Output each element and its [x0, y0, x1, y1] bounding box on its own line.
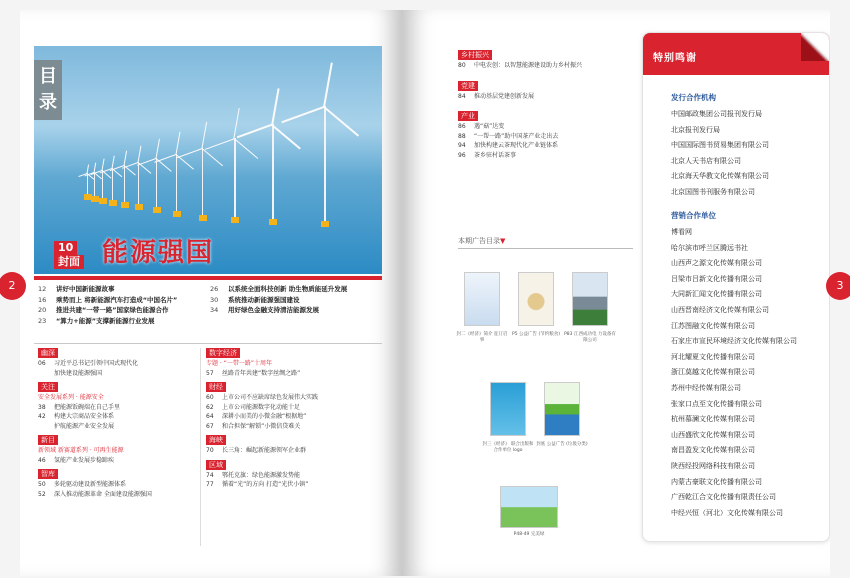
- turbine-blade: [202, 148, 223, 166]
- toc-entry-page: 96: [458, 151, 466, 159]
- turbine-blade: [112, 155, 115, 168]
- toc-entry[interactable]: [458, 132, 638, 142]
- partner-name: 南昌盈发文化传媒有限公司: [671, 446, 755, 455]
- toc-section: [38, 348, 198, 378]
- toc-entry-title: 以系统全面科技创新 助生物质能延升发展: [228, 285, 348, 293]
- toc-section: [458, 50, 638, 71]
- partner-name: 山西盛欣文化传媒有限公司: [671, 430, 755, 439]
- ad-thumb-2[interactable]: [518, 272, 554, 326]
- ad-caption-3: P83 江西成功电 力设备有限公司: [564, 332, 616, 343]
- wind-turbine: [176, 154, 177, 214]
- ad-index-title-text: 本期广告目录: [458, 237, 500, 245]
- toc-section-head: 智库: [38, 469, 58, 479]
- toc-section-head: 乡村振兴: [458, 50, 492, 60]
- toc-entry-title: 护航能源产业安全发展: [54, 422, 115, 430]
- right-page: [402, 10, 830, 576]
- toc-entry[interactable]: [210, 284, 380, 295]
- cover-tag: [54, 236, 84, 269]
- page-number-left: 2: [0, 272, 26, 300]
- toc-section-head: 关注: [38, 382, 58, 392]
- partner-name: 浙江莫越文化传媒有限公司: [671, 368, 755, 377]
- partner-name: 石家庄市宣民环境经济文化传媒有限公司: [671, 337, 797, 346]
- toc-section: [458, 111, 638, 160]
- toc-section-head: 财经: [206, 382, 226, 392]
- page-curl-decoration: [801, 32, 830, 61]
- toc-section: [38, 469, 198, 499]
- partner-name: 苏州中经传媒有限公司: [671, 383, 741, 392]
- toc-entry-title: 上市公司不应缺席绿色发展伟大实践: [222, 394, 319, 401]
- toc-entry-page: 38: [38, 403, 46, 411]
- publishing-partners: [671, 91, 769, 201]
- toc-section: [206, 382, 376, 431]
- toc-entry-title: 用好绿色金融支持清洁能源发展: [228, 306, 319, 314]
- ad-caption-4: 封三《经济》 联合出版和 合作单位 logo: [482, 442, 534, 453]
- toc-entry[interactable]: [206, 393, 376, 403]
- toc-entry-title: 推进共建“一带一路”国家绿色能源合作: [56, 306, 169, 314]
- turbine-blade: [233, 108, 240, 139]
- sections-col2: [206, 348, 376, 494]
- toc-entry-title: 茶乡驻村话茶事: [474, 151, 517, 159]
- partner-name: 中国国际图书贸易集团有限公司: [671, 141, 769, 150]
- toc-entry-page: 77: [206, 481, 214, 488]
- toc-entry[interactable]: [38, 456, 198, 466]
- toc-entry-page: 80: [458, 62, 466, 69]
- partner-name: 北京海天华教文化传媒有限公司: [671, 172, 769, 181]
- ad-thumb-3[interactable]: [572, 272, 608, 326]
- toc-entry-page: 74: [206, 471, 214, 479]
- ad-index-title: [458, 236, 505, 246]
- turbine-blade: [138, 162, 152, 174]
- ad-thumb-6[interactable]: [500, 486, 558, 528]
- toc-entry[interactable]: [206, 369, 376, 379]
- toc-entry[interactable]: [206, 403, 376, 413]
- sections-col1: [38, 348, 198, 503]
- turbine-blade: [282, 106, 325, 123]
- toc-section-subtitle: 专题 · “一带一路”十周年: [206, 360, 272, 367]
- toc-entry-title: 深入推动能源革命 全面建设能源强国: [54, 490, 152, 498]
- toc-entry-page: 12: [38, 285, 47, 293]
- toc-entry-page: 06: [38, 360, 46, 367]
- turbine-blade: [271, 124, 301, 149]
- toc-entry-page: 70: [206, 447, 214, 454]
- wind-turbine: [234, 138, 236, 220]
- toc-entry-title: 多轮驱动建设新型能源体系: [54, 481, 127, 488]
- turbine-blade: [323, 106, 359, 136]
- toc-entry-title: 把能源饭碗端在自己手里: [54, 403, 121, 411]
- wind-turbine: [87, 173, 88, 197]
- partner-name: 博看网: [671, 228, 692, 236]
- toc-entry-page: 86: [458, 123, 466, 130]
- toc-entry-page: 94: [458, 142, 466, 149]
- column-divider: [200, 348, 201, 546]
- toc-entry-title: 丝路青年共建“数字丝绸之路”: [222, 369, 301, 377]
- toc-entry[interactable]: [38, 412, 198, 422]
- toc-entry[interactable]: [458, 122, 638, 132]
- cover-photo-wind-turbines: [34, 46, 382, 274]
- toc-entry-page: 57: [206, 369, 214, 377]
- sections-right: [458, 50, 638, 170]
- cover-red-bar: [34, 276, 382, 280]
- toc-entry-title: 构建大宗商品安全体系: [54, 413, 115, 420]
- toc-entry[interactable]: [210, 305, 380, 316]
- toc-section-head: 党建: [458, 81, 478, 91]
- toc-entry[interactable]: [206, 471, 376, 481]
- page-number-right: 3: [826, 272, 850, 300]
- wind-turbine: [124, 165, 125, 205]
- ad-thumb-1[interactable]: [464, 272, 500, 326]
- toc-entry-page: 62: [206, 403, 214, 411]
- toc-entry-title: 长三角：崛起新能源领军企业群: [222, 447, 307, 454]
- toc-entry-title: 和合担保“解锁”小微信贷难关: [222, 422, 301, 430]
- turbine-blade: [124, 165, 136, 176]
- turbine-blade: [234, 138, 259, 159]
- partner-name: 陕西经投网络科技有限公司: [671, 461, 755, 470]
- toc-entry-title: 加快构建云茶现代化产业链体系: [474, 142, 559, 149]
- toc-entry-page: 23: [38, 316, 47, 325]
- toc-section-head: 数字经济: [206, 348, 240, 358]
- ad-caption-6: P48-49 完美绿: [513, 532, 545, 537]
- partner-name: 内蒙古豪联文化传播有限公司: [671, 477, 762, 486]
- toc-entry-title: “算力+能源”支撑新能源行业发展: [56, 316, 155, 325]
- toc-entry-page: 84: [458, 92, 466, 100]
- toc-entry-title: 中电农创：以智慧能源建设助力乡村振兴: [474, 62, 583, 69]
- turbine-blade: [176, 132, 181, 155]
- partner-name: 北京国图书刊服务有限公司: [671, 187, 755, 196]
- thanks-title: 特别鸣谢: [643, 33, 830, 75]
- feature-list-col1: [38, 284, 208, 326]
- toc-entry-page: [38, 422, 54, 432]
- toc-entry[interactable]: [458, 141, 638, 151]
- cover-tag-label: 封面: [54, 255, 84, 269]
- toc-entry-title: 鄂托克旗：绿色能源激发势能: [222, 471, 301, 479]
- toc-entry-page: 60: [206, 394, 214, 401]
- partner-name: 广西乾江合文化传播有限责任公司: [671, 493, 776, 502]
- ad-thumb-4[interactable]: [490, 382, 526, 436]
- partner-name: 北京报刊发行局: [671, 125, 720, 134]
- toc-entry-page: 30: [210, 295, 219, 304]
- toc-entry-title: 乘势而上 将新能源汽车打造成“中国名片”: [56, 295, 178, 304]
- toc-entry-title: 氢能产业发展步稳蹄疾: [54, 456, 115, 464]
- toc-entry-page: 64: [206, 413, 214, 420]
- cover-title: 能源强国: [102, 238, 215, 268]
- wind-turbine: [112, 168, 113, 203]
- toc-entry-page: 34: [210, 306, 219, 314]
- toc-entry-title: 遇“菇”达变: [474, 123, 505, 130]
- toc-section-head: 幽深: [38, 348, 58, 358]
- cover-issue-number: 10: [54, 241, 77, 255]
- turbine-blade: [176, 154, 194, 169]
- toc-section-head: 产业: [458, 111, 478, 121]
- toc-entry-page: [38, 369, 54, 379]
- partner-name: 大同新汇闻文化传播有限公司: [671, 290, 762, 299]
- toc-entry-title: 上市公司能源数字化动能十足: [222, 403, 301, 411]
- toc-entry[interactable]: [206, 480, 376, 490]
- marketing-partners: [671, 209, 797, 521]
- turbine-blade: [102, 170, 112, 178]
- toc-entry-title: 加快建设能源强国: [54, 369, 103, 377]
- toc-entry-page: 67: [206, 422, 214, 430]
- toc-entry[interactable]: [38, 490, 198, 500]
- toc-label: 目录: [34, 60, 62, 120]
- toc-entry-page: 50: [38, 481, 46, 488]
- toc-entry-page: 52: [38, 490, 46, 498]
- toc-entry[interactable]: [458, 61, 638, 71]
- toc-entry[interactable]: [38, 369, 198, 379]
- toc-section: [458, 81, 638, 102]
- toc-entry[interactable]: [38, 284, 208, 295]
- partner-name: 中经兴恒（河北）文化传媒有限公司: [671, 508, 783, 517]
- partner-name: 河北耀夏文化传播有限公司: [671, 352, 755, 361]
- partner-name: 山西晋南经济文化传媒有限公司: [671, 305, 769, 314]
- turbine-blade: [177, 148, 202, 158]
- toc-section: [38, 382, 198, 431]
- toc-entry-page: 46: [38, 456, 46, 464]
- wind-turbine: [272, 124, 274, 222]
- toc-entry-page: 20: [38, 306, 47, 314]
- toc-entry[interactable]: [38, 359, 198, 369]
- wind-turbine: [156, 158, 157, 210]
- toc-section-head: 区域: [206, 460, 226, 470]
- partner-name: 江苏图融文化传媒有限公司: [671, 321, 755, 330]
- ad-caption-2: P5 公益广告 (节约粮食): [512, 332, 560, 337]
- toc-entry-title: 推动基层党建创新发展: [474, 92, 535, 100]
- toc-entry[interactable]: [38, 480, 198, 490]
- turbine-blade: [204, 138, 234, 150]
- partner-name: 北京人天书店有限公司: [671, 156, 741, 165]
- toc-entry-title: 深耕小而美的小微金融“根据地”: [222, 413, 307, 420]
- partner-name: 中国邮政集团公司报刊发行局: [671, 110, 762, 118]
- toc-entry[interactable]: [38, 305, 208, 316]
- toc-entry-page: 26: [210, 285, 219, 293]
- thanks-panel: [642, 32, 830, 542]
- turbine-blade: [237, 124, 273, 138]
- wind-turbine: [202, 148, 203, 218]
- partner-name: 杭州慕澜文化传媒有限公司: [671, 415, 755, 424]
- toc-section: [206, 460, 376, 490]
- toc-entry[interactable]: [458, 151, 638, 161]
- turbine-blade: [124, 150, 128, 165]
- wind-turbine: [102, 170, 103, 201]
- toc-section-subtitle: 新领域 新赛道系列 · 可再生能源: [38, 447, 124, 454]
- toc-entry[interactable]: [38, 422, 198, 432]
- toc-entry-title: 讲好中国新能源故事: [56, 285, 115, 293]
- turbine-blade: [138, 146, 142, 163]
- toc-entry-title: 习近平总书记引领中国式现代化: [54, 360, 139, 367]
- turbine-blade: [323, 63, 333, 107]
- turbine-blade: [112, 168, 123, 177]
- section-divider: [34, 343, 382, 344]
- turbine-blade: [156, 158, 172, 171]
- turbine-blade: [156, 139, 160, 159]
- toc-entry[interactable]: [206, 446, 376, 456]
- wind-turbine: [138, 162, 139, 207]
- toc-section-subtitle: 安全发展系列 · 能源安全: [38, 394, 104, 401]
- ad-index-marker: ▼: [500, 237, 506, 245]
- toc-entry-page: 16: [38, 295, 47, 304]
- ad-index-rule: [458, 248, 633, 249]
- marketing-partners-label: 营销合作单位: [671, 211, 716, 220]
- toc-entry-title: 系统推动新能源强国建设: [228, 295, 300, 304]
- wind-turbine: [94, 172, 95, 199]
- toc-section: [206, 435, 376, 456]
- toc-entry-title: “一帮一路”助中国茶产业走出去: [474, 132, 559, 140]
- partner-name: 山西声之源文化传媒有限公司: [671, 259, 762, 268]
- left-page: [20, 10, 402, 576]
- toc-entry[interactable]: [38, 316, 208, 327]
- toc-entry-title: 循着“光”的方向 打造“光伏小镇”: [222, 481, 309, 488]
- toc-entry[interactable]: [206, 422, 376, 432]
- partner-name: 哈尔滨市呼兰区腾远书社: [671, 243, 748, 252]
- toc-entry-page: 42: [38, 413, 46, 420]
- feature-list-col2: [210, 284, 380, 316]
- toc-section: [38, 435, 198, 465]
- partner-name: 吕梁市吕新文化传播有限公司: [671, 274, 762, 283]
- toc-section-head: 新目: [38, 435, 58, 445]
- publishing-partners-label: 发行合作机构: [671, 93, 716, 102]
- wind-turbine: [324, 106, 326, 224]
- toc-entry[interactable]: [38, 403, 198, 413]
- partner-name: 张家口点至文化传播有限公司: [671, 399, 762, 408]
- toc-entry[interactable]: [458, 92, 638, 102]
- ad-caption-5: 封底 公益广告 (垃圾分类): [536, 442, 588, 447]
- toc-section-head: 海峡: [206, 435, 226, 445]
- turbine-blade: [271, 88, 279, 125]
- turbine-blade: [201, 122, 207, 148]
- toc-entry[interactable]: [206, 412, 376, 422]
- toc-section: [206, 348, 376, 378]
- toc-entry-page: 88: [458, 132, 466, 140]
- toc-entry[interactable]: [210, 295, 380, 306]
- ad-thumb-5[interactable]: [544, 382, 580, 436]
- ad-caption-1: 封二《经济》简介 征订启事: [456, 332, 508, 343]
- toc-entry[interactable]: [38, 295, 208, 306]
